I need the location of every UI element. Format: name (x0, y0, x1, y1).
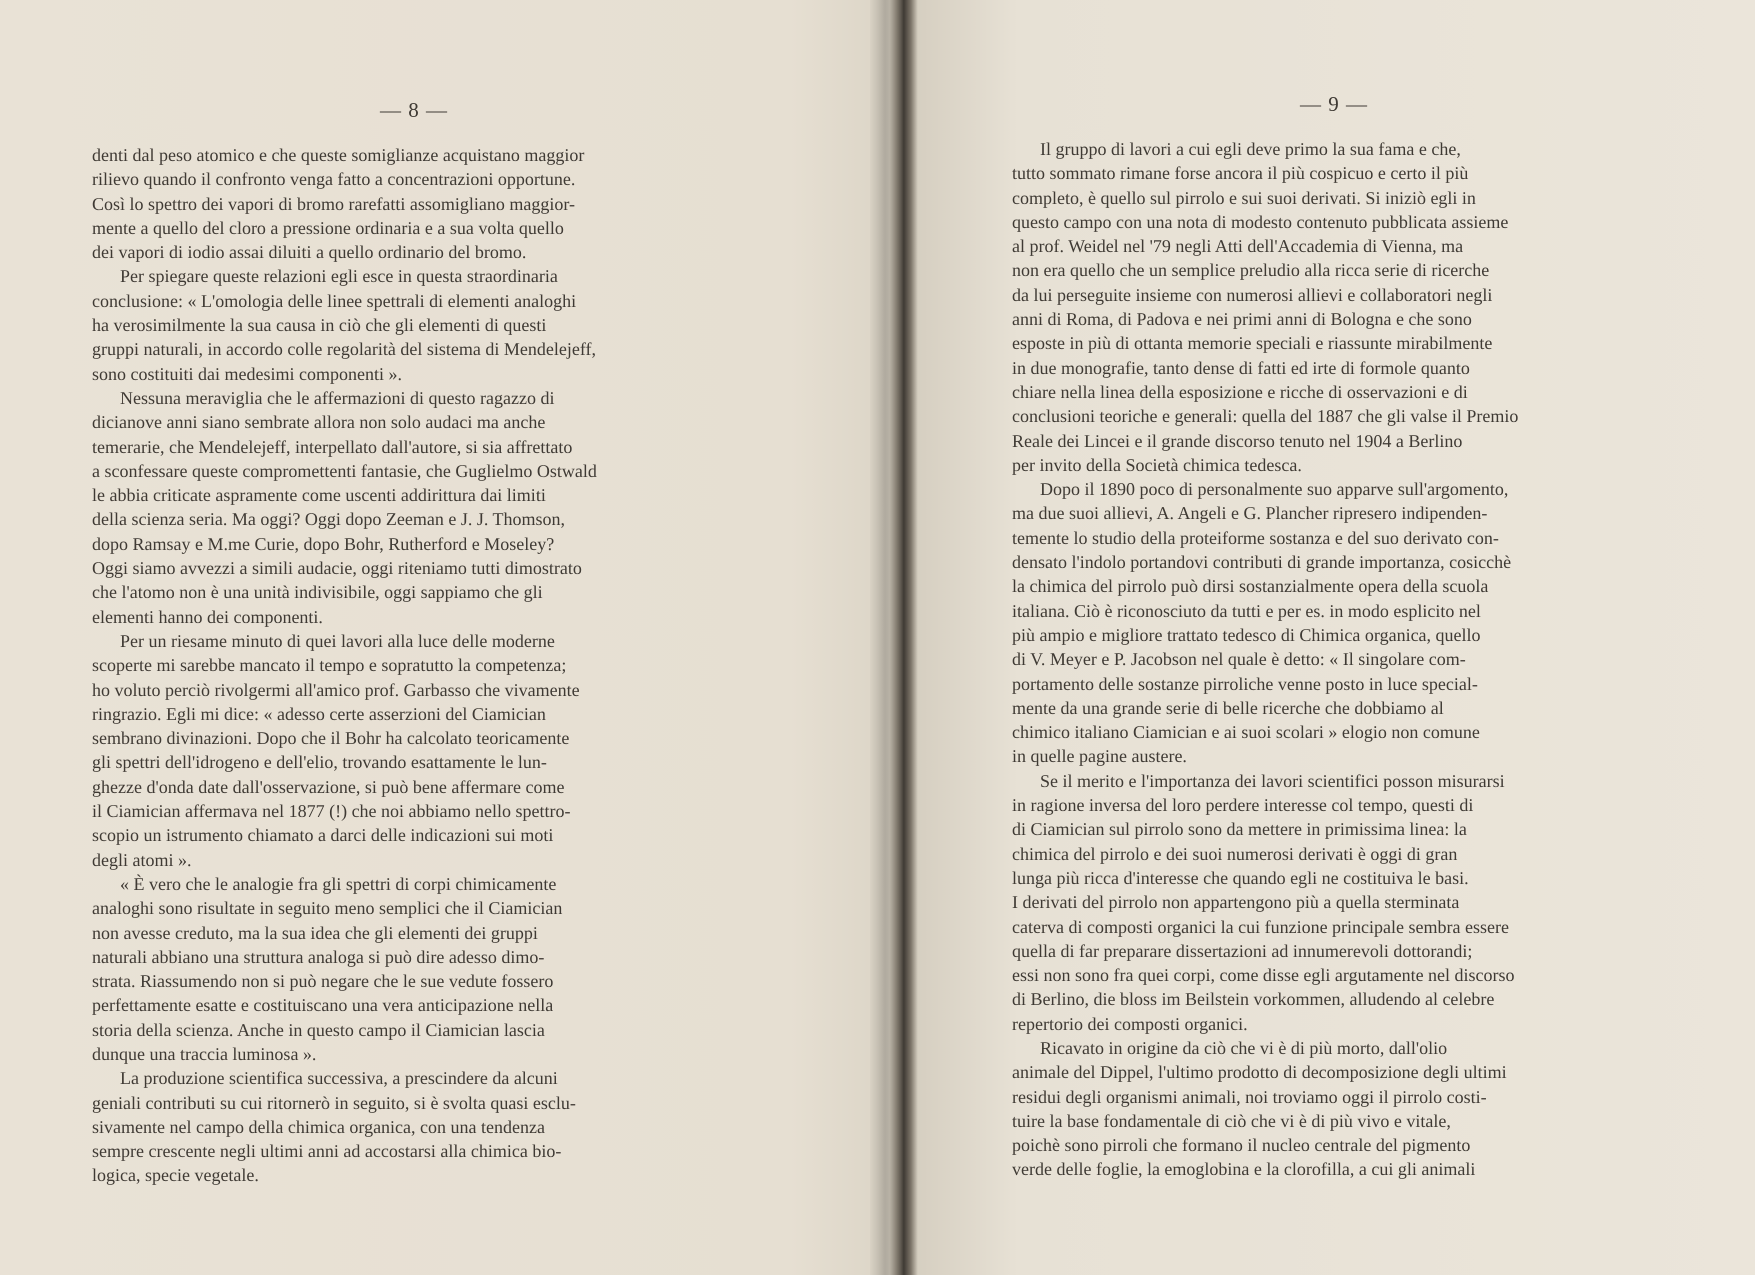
text-line: la chimica del pirrolo può dirsi sostanzialmente opera della scuola (1012, 576, 1489, 597)
text-line: densato l'indolo portandovi contributi di grande importanza, cosicchè (1012, 552, 1512, 573)
text-line: dei vapori di iodio assai diluiti a quello ordinario del bromo. (92, 242, 527, 263)
text-line: Se il merito e l'importanza dei lavori scientifici posson misurarsi (1040, 770, 1505, 791)
text-line: « È vero che le analogie fra gli spettri di corpi chimicamente (120, 873, 557, 894)
left-page (0, 0, 870, 1275)
text-line: strata. Riassumendo non si può negare che le sue vedute fossero (92, 971, 554, 992)
text-line: analoghi sono risultate in seguito meno semplici che il Ciamician (92, 898, 563, 919)
text-line: tutto sommato rimane forse ancora il più cospicuo e certo il più (1012, 163, 1469, 184)
text-line: sempre crescente negli ultimi anni ad accostarsi alla chimica bio- (92, 1141, 562, 1162)
text-line: scoperte mi sarebbe mancato il tempo e sopratutto la competenza; (92, 655, 567, 676)
left-page-text (92, 143, 742, 1188)
text-line: ha verosimilmente la sua causa in ciò che gli elementi di questi (92, 315, 547, 336)
text-line: completo, è quello sul pirrolo e sui suoi derivati. Si iniziò egli in (1012, 187, 1476, 208)
text-line: Oggi siamo avvezzi a simili audacie, oggi riteniamo tutti dimostrato (92, 558, 582, 579)
text-line: Ricavato in origine da ciò che vi è di più morto, dall'olio (1040, 1037, 1448, 1058)
text-line: mente a quello del cloro a pressione ordinaria e a sua volta quello (92, 217, 564, 238)
text-line: Così lo spettro dei vapori di bromo rarefatti assomigliano maggior- (92, 193, 576, 214)
text-line: dopo Ramsay e M.me Curie, dopo Bohr, Rutherford e Moseley? (92, 533, 555, 554)
text-line: portamento delle sostanze pirroliche venne posto in luce special- (1012, 673, 1478, 694)
text-line: più ampio e migliore trattato tedesco di Chimica organica, quello (1012, 624, 1481, 645)
text-line: dunque una traccia luminosa ». (92, 1043, 317, 1064)
text-line: Reale dei Lincei e il grande discorso tenuto nel 1904 a Berlino (1012, 430, 1463, 451)
text-line: al prof. Weidel nel '79 negli Atti dell'Accademia di Vienna, ma (1012, 236, 1464, 257)
text-line: il Ciamician affermava nel 1877 (!) che noi abbiamo nello spettro- (92, 801, 571, 822)
text-line: della scienza seria. Ma oggi? Oggi dopo Zeeman e J. J. Thomson, (92, 509, 566, 530)
text-line: sono costituiti dai medesimi componenti ». (92, 363, 402, 384)
text-line: geniali contributi su cui ritornerò in seguito, si è svolta quasi esclu- (92, 1092, 576, 1113)
text-line: chimica del pirrolo e dei suoi numerosi derivati è oggi di gran (1012, 843, 1458, 864)
text-line: Nessuna meraviglia che le affermazioni di questo ragazzo di (120, 387, 555, 408)
text-line: logica, specie vegetale. (92, 1165, 259, 1186)
text-line: repertorio dei composti organici. (1012, 1013, 1248, 1034)
text-line: non era quello che un semplice preludio alla ricca serie di ricerche (1012, 260, 1490, 281)
text-line: che l'atomo non è una unità indivisibile, oggi sappiamo che gli (92, 582, 543, 603)
right-page (900, 0, 1755, 1275)
page-number: — 8 — (380, 98, 448, 122)
text-line: degli atomi ». (92, 849, 192, 870)
text-line: denti dal peso atomico e che queste somiglianze acquistano maggior (92, 145, 585, 165)
text-line: temente lo studio della proteiforme sostanza e del suo derivato con- (1012, 527, 1499, 548)
text-line: gruppi naturali, in accordo colle regolarità del sistema di Mendelejeff, (92, 339, 596, 360)
text-line: per invito della Società chimica tedesca. (1012, 454, 1302, 475)
text-line: animale del Dippel, l'ultimo prodotto di decomposizione degli ultimi (1012, 1062, 1507, 1083)
text-line: conclusione: « L'omologia delle linee spettrali di elementi analoghi (92, 290, 577, 311)
text-line: lunga più ricca d'interesse che quando egli ne costituiva le basi. (1012, 867, 1469, 888)
page-number: — 9 — (1300, 92, 1368, 116)
text-line: Per spiegare queste relazioni egli esce in questa straordinaria (120, 266, 558, 287)
text-line: di Ciamician sul pirrolo sono da mettere in primissima linea: la (1012, 819, 1467, 840)
text-line: le abbia criticate aspramente come uscenti addirittura dai limiti (92, 485, 546, 506)
text-line: verde delle foglie, la emoglobina e la clorofilla, a cui gli animali (1012, 1159, 1476, 1180)
text-line: conclusioni teoriche e generali: quella del 1887 che gli valse il Premio (1012, 406, 1519, 427)
text-line: esposte in più di ottanta memorie speciali e riassunte mirabilmente (1012, 333, 1493, 354)
text-line: in ragione inversa del loro perdere interesse col tempo, questi di (1012, 795, 1474, 816)
text-line: temerarie, che Mendelejeff, interpellato dall'autore, si sia affrettato (92, 436, 573, 457)
text-line: caterva di composti organici la cui funzione principale sembra essere (1012, 916, 1509, 937)
text-line: italiana. Ciò è riconosciuto da tutti e per es. in modo esplicito nel (1012, 600, 1481, 621)
text-line: Il gruppo di lavori a cui egli deve primo la sua fama e che, (1040, 139, 1461, 159)
text-line: non avesse creduto, ma la sua idea che gli elementi dei gruppi (92, 922, 538, 943)
text-line: quella di far preparare dissertazioni ad innumerevoli dottorandi; (1012, 940, 1473, 961)
text-line: ringrazio. Egli mi dice: « adesso certe asserzioni del Ciamician (92, 703, 546, 724)
text-line: mente da una grande serie di belle ricerche che dobbiamo al (1012, 697, 1444, 718)
text-line: di Berlino, die bloss im Beilstein vorkommen, alludendo al celebre (1012, 989, 1495, 1010)
text-line: dicianove anni siano sembrate allora non solo audaci ma anche (92, 412, 546, 433)
text-line: a sconfessare queste compromettenti fantasie, che Guglielmo Ostwald (92, 460, 597, 481)
text-line: sivamente nel campo della chimica organica, con una tendenza (92, 1116, 545, 1137)
text-line: in quelle pagine austere. (1012, 746, 1187, 767)
text-line: Per un riesame minuto di quei lavori alla luce delle moderne (120, 630, 555, 651)
text-line: ho voluto perciò rivolgermi all'amico prof. Garbasso che vivamente (92, 679, 580, 700)
text-line: storia della scienza. Anche in questo campo il Ciamician lascia (92, 1019, 545, 1040)
text-line: chimico italiano Ciamician e ai suoi scolari » elogio non comune (1012, 722, 1480, 743)
text-line: anni di Roma, di Padova e nei primi anni di Bologna e che sono (1012, 309, 1472, 330)
right-page-text (1012, 137, 1616, 1182)
text-line: elementi hanno dei componenti. (92, 606, 323, 627)
text-line: chiare nella linea della esposizione e ricche di osservazioni e di (1012, 381, 1468, 402)
text-line: essi non sono fra quei corpi, come disse egli argutamente nel discorso (1012, 965, 1515, 986)
text-line: scopio un istrumento chiamato a darci delle indicazioni sui moti (92, 825, 554, 846)
text-line: di V. Meyer e P. Jacobson nel quale è detto: « Il singolare com- (1012, 649, 1466, 670)
text-line: naturali abbiano una struttura analoga si può dire adesso dimo- (92, 946, 545, 967)
text-line: La produzione scientifica successiva, a prescindere da alcuni (120, 1068, 558, 1089)
text-line: rilievo quando il confronto venga fatto a concentrazioni opportune. (92, 169, 576, 190)
text-line: residui degli organismi animali, noi troviamo oggi il pirrolo costi- (1012, 1086, 1487, 1107)
text-line: tuire la base fondamentale di ciò che vi è di più vivo e vitale, (1012, 1110, 1451, 1131)
text-line: da lui perseguite insieme con numerosi allievi e collaboratori negli (1012, 284, 1493, 305)
text-line: sembrano divinazioni. Dopo che il Bohr ha calcolato teoricamente (92, 728, 570, 749)
book-spine (870, 0, 900, 1275)
text-line: perfettamente esatte e costituiscano una vera anticipazione nella (92, 995, 554, 1016)
text-line: poichè sono pirroli che formano il nucleo centrale del pigmento (1012, 1135, 1471, 1156)
text-line: I derivati del pirrolo non appartengono più a quella sterminata (1012, 892, 1460, 913)
text-line: ma due suoi allievi, A. Angeli e G. Plancher ripresero indipenden- (1012, 503, 1488, 524)
text-line: in due monografie, tanto dense di fatti ed irte di formole quanto (1012, 357, 1470, 378)
text-line: questo campo con una nota di modesto contenuto pubblicata assieme (1012, 211, 1509, 232)
text-line: Dopo il 1890 poco di personalmente suo apparve sull'argomento, (1040, 479, 1509, 500)
text-line: gli spettri dell'idrogeno e dell'elio, trovando esattamente le lun- (92, 752, 547, 773)
text-line: ghezze d'onda date dall'osservazione, si può bene affermare come (92, 776, 565, 797)
